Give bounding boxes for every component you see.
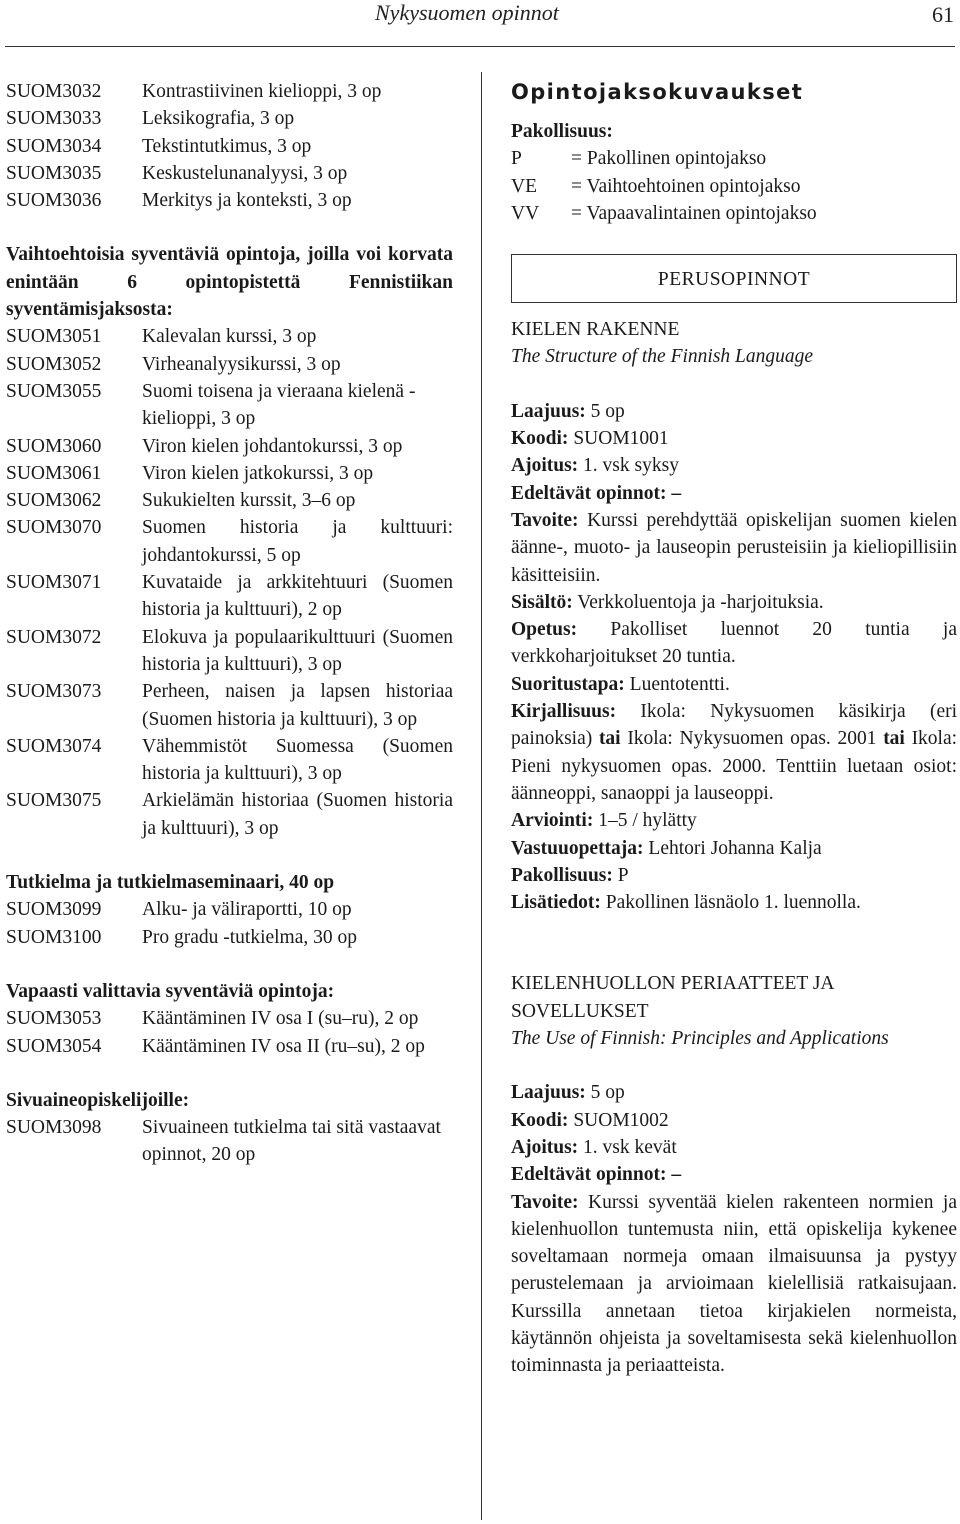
course-title: Merkitys ja konteksti, 3 op <box>142 190 352 212</box>
course-code: SUOM3060 <box>6 435 102 457</box>
ajoitus-line <box>511 452 957 479</box>
arviointi-value: 1–5 / hylätty <box>598 810 697 832</box>
kirjallisuus-item: Ikola: Nykysuomen käsikirja (eri painoksia) <box>511 701 958 750</box>
laajuus-label: Laajuus: <box>511 1082 586 1104</box>
spacer <box>6 842 453 869</box>
arviointi-label: Arviointi: <box>511 810 594 832</box>
course-code: SUOM3054 <box>6 1035 102 1057</box>
course-title: Kääntäminen IV osa II (ru–su), 2 op <box>142 1035 425 1057</box>
course-code: SUOM3061 <box>6 462 102 484</box>
legend-text: = Vaihtoehtoinen opintojakso <box>571 175 801 197</box>
page-number: 61 <box>932 2 954 27</box>
tavoite-paragraph <box>511 1189 957 1380</box>
spacer <box>6 1060 453 1087</box>
edeltavat-label: Edeltävät opinnot: <box>511 1164 667 1186</box>
course-row <box>6 187 453 214</box>
course-description-1 <box>511 316 957 916</box>
suoritustapa-label: Suoritustapa: <box>511 673 625 695</box>
course-code: SUOM3032 <box>6 81 102 102</box>
course-english-name: The Use of Finnish: Principles and Applications <box>511 1028 889 1050</box>
course-title: Kuvataide ja arkkitehtuuri (Suomen historia ja kulttuuri), 2 op <box>142 572 453 621</box>
legend-row <box>511 145 957 172</box>
course-title: Virheanalyysikurssi, 3 op <box>142 353 341 375</box>
pakollisuus-label: Pakollisuus: <box>511 864 613 886</box>
legend-key: VE <box>511 175 537 197</box>
kirjallisuus-paragraph <box>511 698 957 807</box>
course-code: SUOM3051 <box>6 326 102 348</box>
spacer <box>511 371 957 398</box>
course-code: SUOM3036 <box>6 190 102 212</box>
course-code: SUOM3071 <box>6 572 102 594</box>
course-description-2 <box>511 970 957 1379</box>
ajoitus-label: Ajoitus: <box>511 455 579 477</box>
spacer <box>511 943 957 970</box>
edeltavat-line <box>511 480 957 507</box>
course-row <box>6 569 453 624</box>
header-rule <box>5 46 955 47</box>
course-code: SUOM3075 <box>6 790 102 812</box>
legend-text: = Vapaavalintainen opintojakso <box>571 202 817 224</box>
kirjallisuus-tai: tai <box>883 728 905 750</box>
edeltavat-label: Edeltävät opinnot: <box>511 482 667 504</box>
laajuus-label: Laajuus: <box>511 400 586 422</box>
spacer <box>6 214 453 241</box>
basic-studies-box: PERUSOPINNOT <box>511 254 957 303</box>
sisalto-text: Verkkoluentoja ja -harjoituksia. <box>577 591 824 613</box>
laajuus-line <box>511 398 957 425</box>
vastuuopettaja-value: Lehtori Johanna Kalja <box>648 837 822 859</box>
vastuuopettaja-line <box>511 835 957 862</box>
running-head <box>0 0 960 30</box>
free-studies-heading: Vapaasti valittavia syventäviä opintoja: <box>6 980 335 1002</box>
kirjallisuus-item: Ikola: Pieni nykysuomen opas. 2000. Tenttiin luetaan osiot: äänneoppi, sanaoppi ja lauseoppi. <box>511 728 958 804</box>
pakollisuus-value: P <box>617 864 629 886</box>
course-code: SUOM3070 <box>6 517 102 539</box>
course-list-alt <box>6 323 453 842</box>
course-title: Viron kielen jatkokurssi, 3 op <box>142 462 374 484</box>
opetus-paragraph <box>511 616 957 671</box>
course-row <box>6 733 453 788</box>
course-row <box>6 323 453 350</box>
ajoitus-value: 1. vsk syksy <box>583 455 679 477</box>
minor-students-heading: Sivuaineopiskelijoille: <box>6 1089 190 1111</box>
course-code: SUOM3033 <box>6 108 102 130</box>
koodi-line <box>511 1107 957 1134</box>
lisatiedot-line <box>511 889 957 916</box>
pakollisuus-line <box>511 862 957 889</box>
right-column <box>511 78 957 1380</box>
laajuus-line <box>511 1079 957 1106</box>
thesis-heading: Tutkielma ja tutkielmaseminaari, 40 op <box>6 872 335 894</box>
suoritustapa-line <box>511 671 957 698</box>
course-title: Elokuva ja populaarikulttuuri (Suomen historia ja kulttuuri), 3 op <box>142 626 453 675</box>
course-code: SUOM3035 <box>6 162 102 184</box>
course-row <box>6 787 453 842</box>
course-list-top <box>6 78 453 214</box>
course-title: Sukukielten kurssit, 3–6 op <box>142 490 356 512</box>
legend-heading <box>511 118 957 145</box>
spacer <box>511 303 957 316</box>
course-row <box>6 378 453 433</box>
spacer <box>511 916 957 943</box>
koodi-value: SUOM1001 <box>573 428 669 450</box>
opetus-label: Opetus: <box>511 619 578 641</box>
kirjallisuus-label: Kirjallisuus: <box>511 701 617 723</box>
course-row <box>6 78 453 105</box>
tavoite-paragraph <box>511 507 957 589</box>
sisalto-line <box>511 589 957 616</box>
course-row <box>6 460 453 487</box>
legend-text: = Pakollinen opintojakso <box>571 148 767 170</box>
lisatiedot-value: Pakollinen läsnäolo 1. luennolla. <box>605 892 861 914</box>
suoritustapa-text: Luentotentti. <box>629 673 730 695</box>
course-row <box>6 1033 453 1060</box>
laajuus-value: 5 op <box>590 400 625 422</box>
course-code: SUOM3034 <box>6 135 102 157</box>
ajoitus-label: Ajoitus: <box>511 1136 579 1158</box>
course-code: SUOM3099 <box>6 899 102 921</box>
kirjallisuus-tai: tai <box>598 728 621 750</box>
course-name: KIELENHUOLLON PERIAATTEET JA SOVELLUKSET <box>511 973 834 1022</box>
course-title: Kontrastiivinen kielioppi, 3 op <box>142 81 382 102</box>
course-name: KIELEN RAKENNE <box>511 319 680 341</box>
course-row <box>6 514 453 569</box>
koodi-label: Koodi: <box>511 428 569 450</box>
course-title: Perheen, naisen ja lapsen historiaa (Suomen historia ja kulttuuri), 3 op <box>142 681 453 730</box>
column-divider <box>481 72 482 1520</box>
course-title: Tekstintutkimus, 3 op <box>142 135 312 157</box>
vastuuopettaja-label: Vastuuopettaja: <box>511 837 644 859</box>
spacer <box>511 1052 957 1079</box>
section-title: Opintojaksokuvaukset <box>511 80 804 104</box>
edeltavat-value: – <box>671 482 682 504</box>
spacer <box>511 227 957 254</box>
course-row <box>6 160 453 187</box>
course-title: Vähemmistöt Suomessa (Suomen historia ja kulttuuri), 3 op <box>142 735 453 785</box>
koodi-label: Koodi: <box>511 1109 569 1131</box>
kirjallisuus-item: Ikola: Nykysuomen opas. 2001 <box>627 728 877 750</box>
legend-heading-label: Pakollisuus: <box>511 121 613 142</box>
course-code: SUOM3055 <box>6 380 102 402</box>
legend-row <box>511 200 957 227</box>
tavoite-label: Tavoite: <box>511 509 579 531</box>
arviointi-line <box>511 807 957 834</box>
course-code: SUOM3098 <box>6 1117 102 1139</box>
course-row <box>6 487 453 514</box>
tavoite-label: Tavoite: <box>511 1191 579 1213</box>
sisalto-label: Sisältö: <box>511 591 573 613</box>
course-code: SUOM3073 <box>6 681 102 703</box>
tavoite-text: Kurssi syventää kielen rakenteen normien ja kielenhuollon tuntemusta niin, että opiskelija kykenee soveltamaan normeja omaan ilmaisuunsa ja pystyy perustelemaan ja arvioimaan kielellisiä ratkaisujaan. Kurssilla annetaan tietoa kirjakielen normeista, käytännön ohjeista ja soveltamisesta sekä kielenhuollon toiminnasta ja periaatteista. <box>511 1191 957 1377</box>
course-title: Arkielämän historiaa (Suomen historia ja kulttuuri), 3 op <box>142 790 453 839</box>
course-row <box>6 896 453 923</box>
edeltavat-value: – <box>671 1164 682 1186</box>
ajoitus-line <box>511 1134 957 1161</box>
tavoite-text: Kurssi perehdyttää opiskelijan suomen kielen äänne-, muoto- ja lauseopin perusteisiin ja kieliopillisiin käsitteisiin. <box>511 509 957 586</box>
koodi-value: SUOM1002 <box>573 1109 669 1131</box>
course-english-name: The Structure of the Finnish Language <box>511 346 814 368</box>
course-title: Kalevalan kurssi, 3 op <box>142 326 317 348</box>
course-code: SUOM3072 <box>6 626 102 648</box>
alt-studies-heading: Vaihtoehtoisia syventäviä opintoja, joilla voi korvata enintään 6 opintopistettä Fennistiikan syventämisjaksosta: <box>6 244 453 321</box>
opetus-text: Pakolliset luennot 20 tuntia ja verkkoharjoitukset 20 tuntia. <box>511 619 958 668</box>
course-code: SUOM3074 <box>6 735 102 757</box>
course-title: Viron kielen johdantokurssi, 3 op <box>142 435 403 457</box>
course-title: Keskustelunanalyysi, 3 op <box>142 162 348 184</box>
lisatiedot-label: Lisätiedot: <box>511 892 601 914</box>
course-row <box>6 924 453 951</box>
course-row <box>6 1114 453 1169</box>
course-row <box>6 678 453 733</box>
edeltavat-line <box>511 1161 957 1188</box>
left-column <box>6 78 453 1169</box>
course-code: SUOM3052 <box>6 353 102 375</box>
course-title: Alku- ja väliraportti, 10 op <box>142 899 352 921</box>
legend-row <box>511 173 957 200</box>
course-title: Sivuaineen tutkielma tai sitä vastaavat opinnot, 20 op <box>142 1117 441 1166</box>
course-row <box>6 624 453 679</box>
course-row <box>6 433 453 460</box>
legend-key: VV <box>511 202 540 224</box>
course-title: Kääntäminen IV osa I (su–ru), 2 op <box>142 1008 419 1030</box>
ajoitus-value: 1. vsk kevät <box>583 1136 677 1158</box>
legend-key: P <box>511 148 522 170</box>
course-row <box>6 105 453 132</box>
course-title: Suomen historia ja kulttuuri: johdantokurssi, 5 op <box>142 517 453 566</box>
course-code: SUOM3100 <box>6 926 102 948</box>
course-title: Pro gradu -tutkielma, 30 op <box>142 926 358 948</box>
running-title: Nykysuomen opinnot <box>375 0 559 25</box>
course-row <box>6 1005 453 1032</box>
spacer <box>6 951 453 978</box>
course-row <box>6 351 453 378</box>
course-code: SUOM3053 <box>6 1008 102 1030</box>
laajuus-value: 5 op <box>590 1082 625 1104</box>
course-row <box>6 133 453 160</box>
course-title: Leksikografia, 3 op <box>142 108 295 130</box>
course-code: SUOM3062 <box>6 490 102 512</box>
course-title: Suomi toisena ja vieraana kielenä -kielioppi, 3 op <box>142 380 416 430</box>
koodi-line <box>511 425 957 452</box>
